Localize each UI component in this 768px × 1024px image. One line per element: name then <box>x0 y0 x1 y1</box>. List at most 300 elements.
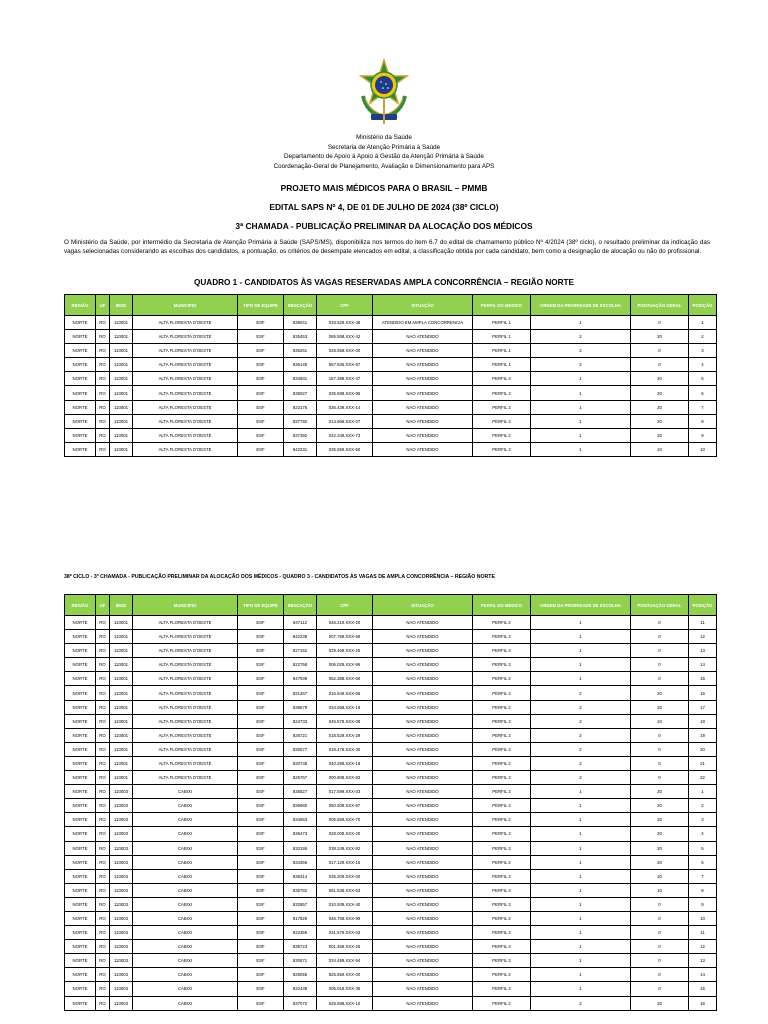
table-cell: 019.478.XXX-30 <box>317 742 373 756</box>
table-cell: 035.588.XXX-95 <box>317 386 373 400</box>
table-cell: 110003 <box>110 883 133 897</box>
table-cell: RO <box>96 442 110 456</box>
table-cell: NAO ATENDIDO <box>373 799 473 813</box>
table-cell: RO <box>96 771 110 785</box>
table-cell: 22 <box>689 771 717 785</box>
table-cell: 0 <box>631 658 689 672</box>
column-header: MUNICÍPIO <box>133 295 238 316</box>
table-cell: ALTA FLORESTA D'OESTE <box>133 330 238 344</box>
table-cell: 20 <box>631 700 689 714</box>
table-cell: 1 <box>531 372 631 386</box>
table-row <box>65 841 717 855</box>
table-cell: 110003 <box>110 996 133 1010</box>
table-cell: 14 <box>689 968 717 982</box>
table-cell: PERFIL 2 <box>473 940 531 954</box>
table-cell: CABIXI <box>133 968 238 982</box>
table-cell: RO <box>96 630 110 644</box>
table-cell: NAO ATENDIDO <box>373 616 473 630</box>
table-cell: 031.679.XXX-03 <box>317 926 373 940</box>
table-row <box>65 700 717 714</box>
table-cell: 110003 <box>110 869 133 883</box>
table-cell: ESF <box>238 771 284 785</box>
table-cell: PERFIL 2 <box>473 672 531 686</box>
table-row <box>65 827 717 841</box>
institution-header <box>0 133 768 171</box>
table-cell: NAO ATENDIDO <box>373 855 473 869</box>
table-cell: 20 <box>631 996 689 1010</box>
table-cell: 110003 <box>110 954 133 968</box>
column-header: SITUAÇÃO <box>373 595 473 616</box>
table-cell: ESF <box>238 756 284 770</box>
table-cell: NAO ATENDIDO <box>373 400 473 414</box>
table-cell: 2 <box>531 756 631 770</box>
table-cell: 1 <box>531 841 631 855</box>
table-cell: 842239 <box>284 630 317 644</box>
table-cell: 110001 <box>110 672 133 686</box>
table-cell: 628.599.XXX-10 <box>317 996 373 1010</box>
table-cell: 19 <box>689 728 717 742</box>
table-cell: ESF <box>238 869 284 883</box>
table-cell: 4 <box>689 827 717 841</box>
table-row <box>65 968 717 982</box>
header-line-department: Departamento de Apoio à Apoio à Gestão da Atenção Primária à Saúde <box>284 153 484 161</box>
table-cell: 4 <box>689 358 717 372</box>
table-cell: NORTE <box>65 968 96 982</box>
table-row <box>65 414 717 428</box>
table-cell: 10 <box>689 442 717 456</box>
table-cell: 15 <box>689 672 717 686</box>
table-row <box>65 799 717 813</box>
table-cell: ESF <box>238 954 284 968</box>
table-cell: 9 <box>689 897 717 911</box>
table-cell: ESF <box>238 344 284 358</box>
table-cell: RO <box>96 372 110 386</box>
program-title: PROJETO MAIS MÉDICOS PARA O BRASIL – PMMB <box>280 183 488 193</box>
table-cell: 005.018.XXX-35 <box>317 982 373 996</box>
table-cell: 836473 <box>284 827 317 841</box>
table-cell: 1 <box>531 414 631 428</box>
table-cell: 110001 <box>110 372 133 386</box>
table-cell: 2 <box>531 344 631 358</box>
table-cell: PERFIL 2 <box>473 756 531 770</box>
table-cell: 110001 <box>110 742 133 756</box>
table-row <box>65 742 717 756</box>
table-row <box>65 358 717 372</box>
table-cell: CABIXI <box>133 855 238 869</box>
column-header: CPF <box>317 295 373 316</box>
table-cell: 110001 <box>110 344 133 358</box>
table-cell: 10 <box>631 883 689 897</box>
table-cell: 110001 <box>110 400 133 414</box>
table-cell: 061.539.XXX-63 <box>317 883 373 897</box>
header-line-coordination: Coordenação-Geral de Planejamento, Avaliação e Dimensionamento para APS <box>273 162 495 170</box>
table-cell: 110003 <box>110 940 133 954</box>
table-cell: 110003 <box>110 841 133 855</box>
table-cell: NORTE <box>65 428 96 442</box>
table-row <box>65 926 717 940</box>
table-cell: 0 <box>631 926 689 940</box>
table-cell: 837792 <box>284 414 317 428</box>
table-cell: NAO ATENDIDO <box>373 982 473 996</box>
table-cell: RO <box>96 714 110 728</box>
table-cell: 835027 <box>284 386 317 400</box>
table-cell: PERFIL 2 <box>473 630 531 644</box>
table-cell: 9 <box>689 428 717 442</box>
table-cell: 842231 <box>284 442 317 456</box>
table-body <box>65 616 717 1011</box>
table-cell: 036.439.XXX-14 <box>317 400 373 414</box>
table-cell: NAO ATENDIDO <box>373 996 473 1010</box>
table-cell: ESF <box>238 700 284 714</box>
table-cell: NAO ATENDIDO <box>373 372 473 386</box>
table-cell: 1 <box>531 428 631 442</box>
table-cell: 12 <box>689 630 717 644</box>
table-cell: 029.468.XXX-25 <box>317 644 373 658</box>
table-cell: RO <box>96 686 110 700</box>
table-cell: CABIXI <box>133 996 238 1010</box>
table-cell: 110003 <box>110 926 133 940</box>
table-cell: 028.008.XXX-20 <box>317 827 373 841</box>
table-cell: 1 <box>531 658 631 672</box>
table-cell: NORTE <box>65 911 96 925</box>
table-cell: 2 <box>531 728 631 742</box>
table-cell: ESF <box>238 982 284 996</box>
table-cell: ALTA FLORESTA D'OESTE <box>133 728 238 742</box>
table-cell: NORTE <box>65 344 96 358</box>
table-cell: 0 <box>631 616 689 630</box>
table-cell: 822439 <box>284 982 317 996</box>
table-cell: 1 <box>531 869 631 883</box>
table-cell: NORTE <box>65 686 96 700</box>
table-cell: 835453 <box>284 330 317 344</box>
table-cell: RO <box>96 316 110 330</box>
table-cell: 13 <box>689 954 717 968</box>
table-cell: 110001 <box>110 358 133 372</box>
column-header: POSIÇÃO <box>689 595 717 616</box>
table-cell: 001.458.XXX-26 <box>317 940 373 954</box>
table-cell: 110001 <box>110 771 133 785</box>
table-cell: 0 <box>631 968 689 982</box>
brasil-coat-of-arms-emblem <box>357 58 411 126</box>
table-cell: PERFIL 2 <box>473 911 531 925</box>
table-cell: CABIXI <box>133 926 238 940</box>
table-cell: NORTE <box>65 414 96 428</box>
table-cell: RO <box>96 911 110 925</box>
table-cell: 837072 <box>284 996 317 1010</box>
table-cell: 110001 <box>110 616 133 630</box>
table-cell: ESF <box>238 996 284 1010</box>
table-cell: CABIXI <box>133 785 238 799</box>
table-cell: CABIXI <box>133 827 238 841</box>
table-cell: 826721 <box>284 728 317 742</box>
table-cell: RO <box>96 400 110 414</box>
table-cell: 834931 <box>284 372 317 386</box>
table-cell: 110003 <box>110 855 133 869</box>
table-cell: 836960 <box>284 799 317 813</box>
table-cell: CABIXI <box>133 911 238 925</box>
column-header: PERFIL DO MÉDICO <box>473 295 531 316</box>
table-cell: 110001 <box>110 644 133 658</box>
table-cell: 1 <box>531 644 631 658</box>
table-cell: ALTA FLORESTA D'OESTE <box>133 428 238 442</box>
table-cell: 110001 <box>110 630 133 644</box>
table-cell: CABIXI <box>133 869 238 883</box>
table-row <box>65 616 717 630</box>
table-cell: 040.298.XXX-18 <box>317 756 373 770</box>
table-cell: 000.808.XXX-83 <box>317 771 373 785</box>
table-cell: 022.249.XXX-73 <box>317 428 373 442</box>
table-cell: PERFIL 2 <box>473 841 531 855</box>
table-row <box>65 771 717 785</box>
table-cell: PERFIL 2 <box>473 714 531 728</box>
table-cell: ESF <box>238 799 284 813</box>
table-cell: 006.559.XXX-70 <box>317 813 373 827</box>
column-header: REGIÃO <box>65 595 96 616</box>
table-cell: NAO ATENDIDO <box>373 911 473 925</box>
table-cell: 050.508.XXX-87 <box>317 799 373 813</box>
table-cell: ESF <box>238 358 284 372</box>
table-cell: ESF <box>238 644 284 658</box>
table-cell: NAO ATENDIDO <box>373 827 473 841</box>
table-cell: 825.559.XXX-00 <box>317 968 373 982</box>
table-cell: 822758 <box>284 658 317 672</box>
table-cell: ESF <box>238 911 284 925</box>
table-cell: 20 <box>631 841 689 855</box>
table-cell: ESF <box>238 316 284 330</box>
table-row <box>65 658 717 672</box>
table-cell: 838041 <box>284 316 317 330</box>
table-cell: NORTE <box>65 799 96 813</box>
table-cell: 110001 <box>110 756 133 770</box>
table-cell: 5 <box>689 372 717 386</box>
table-cell: 835527 <box>284 785 317 799</box>
table-cell: NAO ATENDIDO <box>373 644 473 658</box>
table-cell: NAO ATENDIDO <box>373 771 473 785</box>
table-cell: PERFIL 2 <box>473 996 531 1010</box>
table-cell: 045.708.XXX-99 <box>317 911 373 925</box>
table-cell: 838679 <box>284 700 317 714</box>
table-cell: CABIXI <box>133 954 238 968</box>
table-cell: 830577 <box>284 742 317 756</box>
table-cell: 20 <box>631 400 689 414</box>
table-cell: 006.029.XXX-96 <box>317 658 373 672</box>
table-cell: 2 <box>689 330 717 344</box>
table-cell: 1 <box>531 883 631 897</box>
table-cell: 110001 <box>110 428 133 442</box>
table-row <box>65 686 717 700</box>
table-cell: PERFIL 1 <box>473 316 531 330</box>
table-cell: ALTA FLORESTA D'OESTE <box>133 372 238 386</box>
table-cell: PERFIL 2 <box>473 954 531 968</box>
table-row <box>65 386 717 400</box>
table-cell: 0 <box>631 358 689 372</box>
table-cell: 0 <box>631 316 689 330</box>
table-cell: 017.129.XXX-15 <box>317 855 373 869</box>
table-cell: 557.936.XXX-87 <box>317 358 373 372</box>
table-cell: 0 <box>631 771 689 785</box>
table-cell: 0 <box>631 630 689 644</box>
table-cell: 822359 <box>284 926 317 940</box>
table-cell: NORTE <box>65 897 96 911</box>
column-header: CPF <box>317 595 373 616</box>
table-cell: 2 <box>531 742 631 756</box>
table-cell: PERFIL 2 <box>473 742 531 756</box>
header-line-ministry: Ministério da Saúde <box>356 134 412 141</box>
table-cell: 110003 <box>110 799 133 813</box>
table-cell: NAO ATENDIDO <box>373 883 473 897</box>
column-header: UF <box>96 295 110 316</box>
table-cell: RO <box>96 658 110 672</box>
table-cell: 21 <box>689 756 717 770</box>
table-cell: ALTA FLORESTA D'OESTE <box>133 358 238 372</box>
table-cell: 0 <box>631 954 689 968</box>
table-cell: CABIXI <box>133 940 238 954</box>
table-cell: 1 <box>531 926 631 940</box>
table-cell: 034.499.XXX-94 <box>317 954 373 968</box>
table-cell: NORTE <box>65 841 96 855</box>
table-cell: NAO ATENDIDO <box>373 869 473 883</box>
table-cell: PERFIL 2 <box>473 644 531 658</box>
table-cell: NORTE <box>65 883 96 897</box>
table-cell: 110003 <box>110 897 133 911</box>
table-cell: RO <box>96 827 110 841</box>
table-cell: 20 <box>631 330 689 344</box>
table-cell: 0 <box>631 982 689 996</box>
table-cell: NAO ATENDIDO <box>373 330 473 344</box>
table-cell: ESF <box>238 372 284 386</box>
table-cell: RO <box>96 756 110 770</box>
table-cell: 1 <box>531 785 631 799</box>
table-cell: ALTA FLORESTA D'OESTE <box>133 686 238 700</box>
table-cell: NAO ATENDIDO <box>373 428 473 442</box>
table-cell: CABIXI <box>133 813 238 827</box>
table-body <box>65 316 717 457</box>
table-cell: 6 <box>689 855 717 869</box>
table-cell: 157.398.XXX-47 <box>317 372 373 386</box>
table-cell: NORTE <box>65 630 96 644</box>
table-cell: 1 <box>531 940 631 954</box>
table-row <box>65 330 717 344</box>
table-cell: 3 <box>689 344 717 358</box>
table-cell: 18 <box>689 714 717 728</box>
table-cell: ESF <box>238 630 284 644</box>
column-header: IBGE <box>110 595 133 616</box>
table-cell: NORTE <box>65 996 96 1010</box>
table-cell: NORTE <box>65 714 96 728</box>
table-cell: 5 <box>689 841 717 855</box>
column-header: REGIÃO <box>65 295 96 316</box>
table-cell: 827152 <box>284 644 317 658</box>
chamada-title: 3ª CHAMADA - PUBLICAÇÃO PRELIMINAR DA ALOCAÇÃO DOS MÉDICOS <box>235 221 533 231</box>
table-cell: 007.758.XXX-56 <box>317 630 373 644</box>
table-cell: ESF <box>238 672 284 686</box>
table-cell: NORTE <box>65 442 96 456</box>
table-cell: ESF <box>238 386 284 400</box>
column-header: MUNICÍPIO <box>133 595 238 616</box>
table-cell: 830671 <box>284 954 317 968</box>
table-cell: ESF <box>238 855 284 869</box>
table-cell: NORTE <box>65 827 96 841</box>
table-cell: 1 <box>531 442 631 456</box>
table-cell: ALTA FLORESTA D'OESTE <box>133 616 238 630</box>
table-cell: NAO ATENDIDO <box>373 742 473 756</box>
table-cell: CABIXI <box>133 982 238 996</box>
table-cell: NAO ATENDIDO <box>373 954 473 968</box>
table-cell: 110001 <box>110 658 133 672</box>
table-cell: 035.209.XXX-00 <box>317 869 373 883</box>
table-cell: 6 <box>689 386 717 400</box>
table-cell: ALTA FLORESTA D'OESTE <box>133 400 238 414</box>
table-cell: PERFIL 2 <box>473 400 531 414</box>
table-cell: 1 <box>531 630 631 644</box>
column-header: INDICAÇÃO <box>284 295 317 316</box>
column-header: ORDEM DA PRIORIDADE DE ESCOLHA <box>531 595 631 616</box>
table-cell: PERFIL 2 <box>473 869 531 883</box>
table-cell: RO <box>96 813 110 827</box>
table-cell: RO <box>96 428 110 442</box>
table-cell: RO <box>96 672 110 686</box>
table-cell: PERFIL 2 <box>473 616 531 630</box>
table-cell: NORTE <box>65 926 96 940</box>
table-row <box>65 728 717 742</box>
table-cell: 2 <box>531 771 631 785</box>
table-row <box>65 442 717 456</box>
table-cell: NORTE <box>65 742 96 756</box>
table-cell: RO <box>96 742 110 756</box>
table-cell: NORTE <box>65 672 96 686</box>
intro-paragraph: O Ministério da Saúde, por intermédio da Secretaria de Atenção Primária à Saúde (SAPS/MS), disponibiliza nos termos do item 6.7 do edital de chamamento público Nº 4/2024 (38º ciclo), o resultado preliminar da indicação das vagas selecionadas considerando as escolhas dos candidatos, a pontuação, os critérios de desempate elencados em edital, a classificação obtida por cada candidato, bem como a designação de alocação ou não do profissional. <box>64 239 710 256</box>
table-cell: ALTA FLORESTA D'OESTE <box>133 714 238 728</box>
column-header: INDICAÇÃO <box>284 595 317 616</box>
table-cell: ALTA FLORESTA D'OESTE <box>133 700 238 714</box>
table-cell: NORTE <box>65 728 96 742</box>
table-cell: 2 <box>531 330 631 344</box>
table-cell: NAO ATENDIDO <box>373 442 473 456</box>
table-cell: PERFIL 1 <box>473 358 531 372</box>
table-cell: NAO ATENDIDO <box>373 897 473 911</box>
table-cell: PERFIL 2 <box>473 414 531 428</box>
table-cell: 110001 <box>110 700 133 714</box>
table-cell: 017.599.XXX-03 <box>317 785 373 799</box>
table-cell: ESF <box>238 414 284 428</box>
table-row <box>65 911 717 925</box>
table-cell: 018.529.XXX-29 <box>317 728 373 742</box>
table-cell: 110003 <box>110 911 133 925</box>
quadro-1-table <box>64 294 717 457</box>
column-header: PERFIL DO MÉDICO <box>473 595 531 616</box>
column-header: IBGE <box>110 295 133 316</box>
table-cell: ESF <box>238 926 284 940</box>
table-cell: ESF <box>238 442 284 456</box>
table-cell: RO <box>96 799 110 813</box>
table-cell: PERFIL 2 <box>473 728 531 742</box>
table-row <box>65 940 717 954</box>
table-cell: 0 <box>631 911 689 925</box>
table-cell: ESF <box>238 940 284 954</box>
table-row <box>65 630 717 644</box>
table-cell: 847112 <box>284 616 317 630</box>
table-cell: NAO ATENDIDO <box>373 358 473 372</box>
table-cell: 20 <box>631 428 689 442</box>
table-cell: 065.558.XXX-42 <box>317 330 373 344</box>
table-cell: 110001 <box>110 414 133 428</box>
table-cell: RO <box>96 954 110 968</box>
table-row <box>65 672 717 686</box>
table-cell: ALTA FLORESTA D'OESTE <box>133 756 238 770</box>
table-cell: 1 <box>531 400 631 414</box>
table-cell: NORTE <box>65 330 96 344</box>
table-cell: 20 <box>631 827 689 841</box>
